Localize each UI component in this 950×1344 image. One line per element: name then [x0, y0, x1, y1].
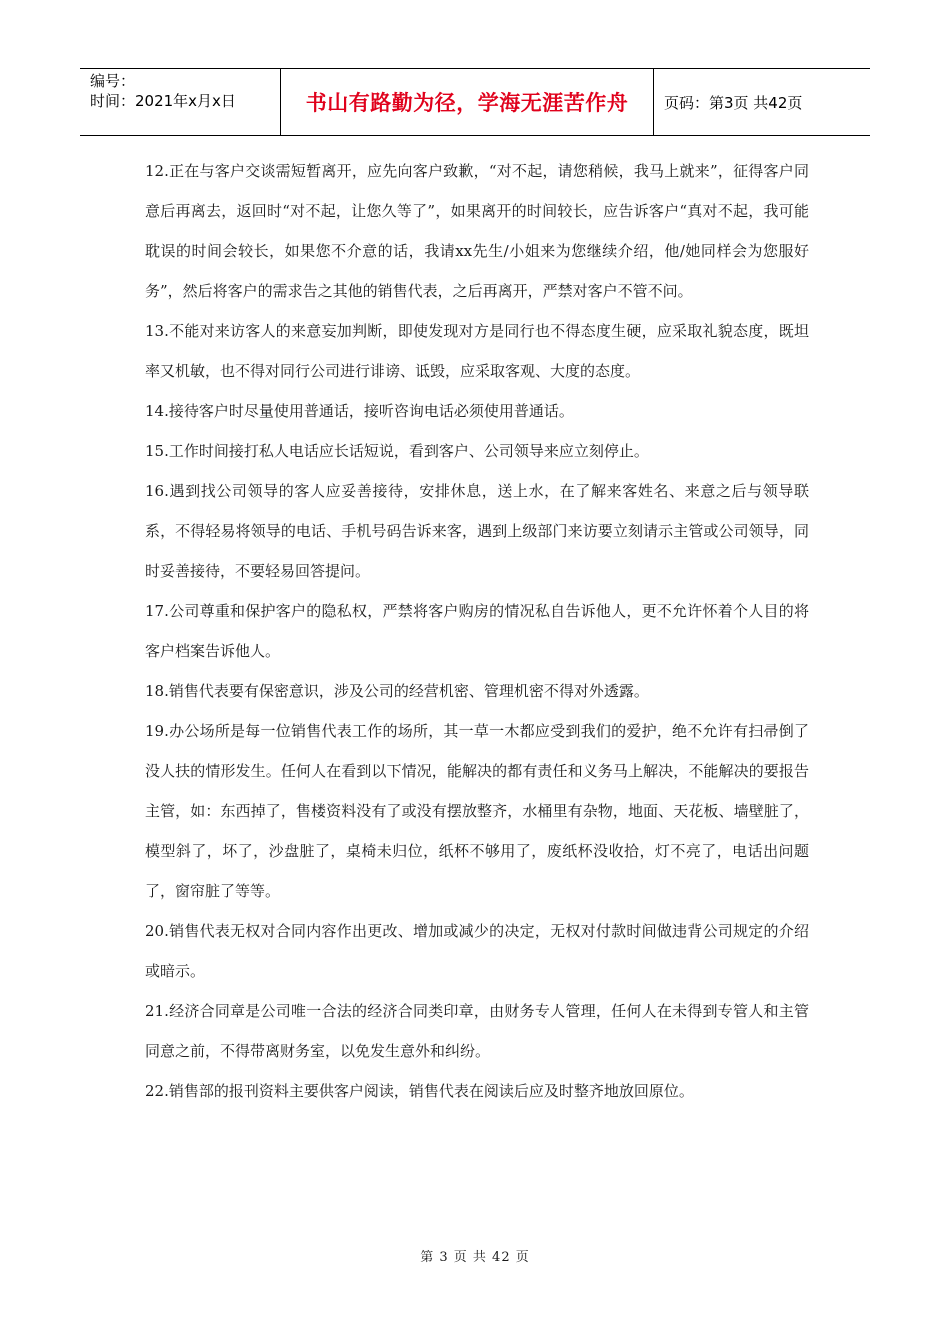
page-header [80, 68, 870, 136]
paragraph-12: 12.正在与客户交谈需短暂离开，应先向客户致歉，“对不起，请您稍候，我马上就来”，征得客户同意后再离去，返回时“对不起，让您久等了”，如果离开的时间较长，应告诉客户“真对不起，我可能耽误的时间会较长，如果您不介意的话，我请xx先生/小姐来为您继续介绍，他/她同样会为您服好务”，然后将客户的需求告之其他的销售代表，之后再离开，严禁对客户不管不问。 [145, 162, 809, 300]
paragraph-22: 22.销售部的报刊资料主要供客户阅读，销售代表在阅读后应及时整齐地放回原位。 [145, 1082, 694, 1100]
document-date: 时间：2021年x月x日 [90, 92, 236, 110]
paragraph-13: 13.不能对来访客人的来意妄加判断，即使发现对方是同行也不得态度生硬，应采取礼貌态度，既坦率又机敏，也不得对同行公司进行诽谤、诋毁，应采取客观、大度的态度。 [145, 322, 809, 380]
paragraph-21: 21.经济合同章是公司唯一合法的经济合同类印章，由财务专人管理，任何人在未得到专管人和主管同意之前，不得带离财务室，以免发生意外和纠纷。 [145, 1002, 809, 1060]
paragraph-19: 19.办公场所是每一位销售代表工作的场所，其一草一木都应受到我们的爱护，绝不允许有扫帚倒了没人扶的情形发生。任何人在看到以下情况，能解决的都有责任和义务马上解决，不能解决的要报告主管，如：东西掉了，售楼资料没有了或没有摆放整齐，水桶里有杂物，地面、天花板、墙壁脏了，模型斜了，坏了，沙盘脏了，桌椅未归位，纸杯不够用了，废纸杯没收拾，灯不亮了，电话出问题了，窗帘脏了等等。 [145, 722, 809, 900]
paragraph-17: 17.公司尊重和保护客户的隐私权，严禁将客户购房的情况私自告诉他人，更不允许怀着个人目的将客户档案告诉他人。 [145, 602, 809, 660]
header-page-number: 页码：第3页 共42页 [664, 93, 803, 112]
header-meta [80, 69, 281, 135]
page-footer: 第 3 页 共 42 页 [420, 1250, 530, 1265]
paragraph-14: 14.接待客户时尽量使用普通话，接听咨询电话必须使用普通话。 [145, 402, 574, 420]
paragraph-18: 18.销售代表要有保密意识，涉及公司的经营机密、管理机密不得对外透露。 [145, 682, 649, 700]
paragraph-15: 15.工作时间接打私人电话应长话短说，看到客户、公司领导来应立刻停止。 [145, 442, 649, 460]
document-number-label: 编号： [90, 72, 136, 90]
paragraph-20: 20.销售代表无权对合同内容作出更改、增加或减少的决定，无权对付款时间做违背公司规定的介绍或暗示。 [145, 922, 809, 980]
paragraph-16: 16.遇到找公司领导的客人应妥善接待，安排休息，送上水，在了解来客姓名、来意之后与领导联系，不得轻易将领导的电话、手机号码告诉来客，遇到上级部门来访要立刻请示主管或公司领导，同时妥善接待，不要轻易回答提问。 [145, 482, 809, 580]
header-motto: 书山有路勤为径，学海无涯苦作舟 [281, 69, 654, 135]
document-body [145, 151, 809, 1111]
